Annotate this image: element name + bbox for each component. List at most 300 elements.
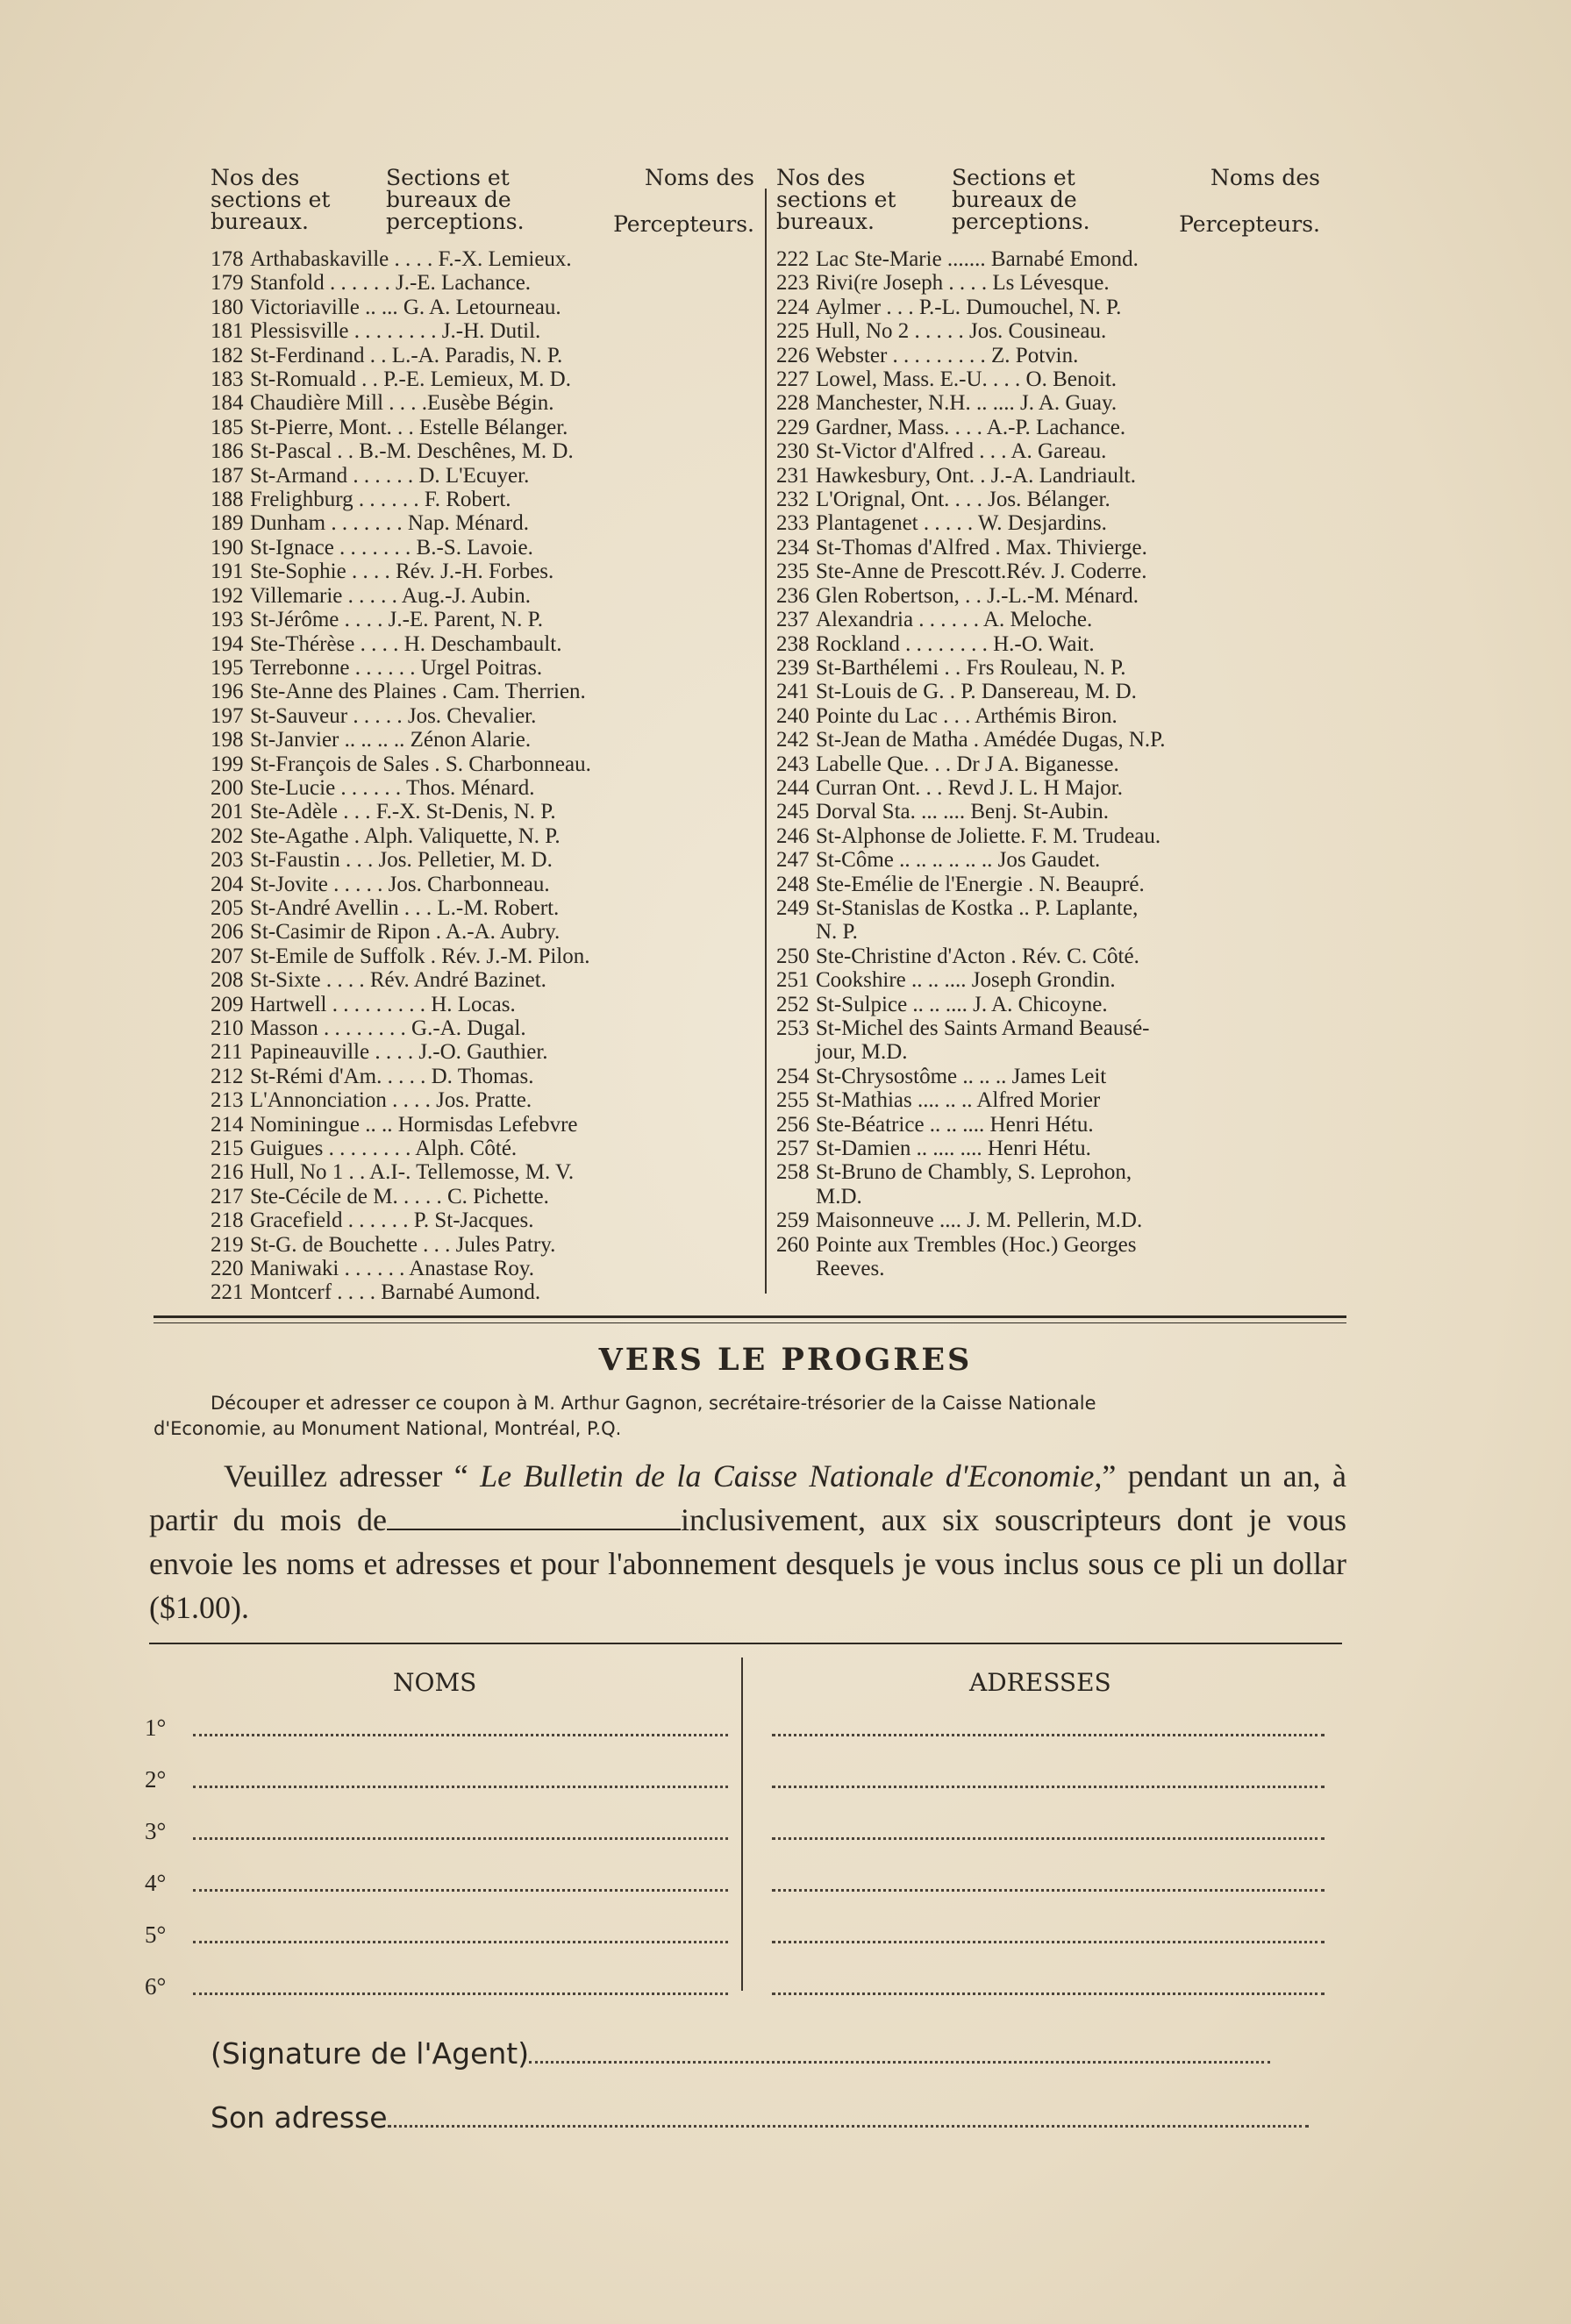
list-item: [776, 848, 1320, 872]
entry-number: 234: [776, 535, 810, 560]
entry-text: St-Jovite . . . . . Jos. Charbonneau.: [250, 872, 550, 896]
entry-number: 197: [211, 703, 244, 728]
entry-number: 231: [776, 463, 810, 488]
entry-text: Hawkesbury, Ont. . J.-A. Landriault.: [816, 463, 1136, 488]
entry-text: Ste-Agathe . Alph. Valiquette, N. P.: [250, 823, 561, 848]
entry-text: Nominingue .. .. Hormisdas Lefebvre: [250, 1112, 578, 1137]
entry-number: 246: [776, 823, 810, 848]
entry-text: St-Pierre, Mont. . . Estelle Bélanger.: [250, 415, 568, 439]
entry-number: 219: [211, 1232, 244, 1257]
left-entry-list: [211, 247, 754, 1305]
subscriber-row: [145, 1766, 1329, 1801]
entry-number: 247: [776, 848, 810, 873]
entry-number: 244: [776, 775, 810, 800]
entry-text: Glen Robertson, . . J.-L.-M. Ménard.: [816, 583, 1139, 608]
list-item: [211, 1065, 754, 1088]
entry-number: 260: [776, 1232, 810, 1257]
list-item: [211, 511, 754, 535]
header-percepteurs-label: Percepteurs.: [613, 211, 754, 237]
header-sections: Nos des sections et bureaux.: [776, 165, 896, 234]
entry-text: St-Pascal . . B.-M. Deschênes, M. D.: [250, 439, 574, 464]
list-item: [211, 776, 754, 800]
row-ordinal: 2°: [145, 1766, 167, 1793]
list-item: [776, 873, 1320, 896]
entry-text: Reeves.: [816, 1257, 885, 1281]
list-item: [211, 608, 754, 631]
list-item: [211, 319, 754, 343]
list-item: [211, 536, 754, 560]
list-item: [211, 800, 754, 823]
header-bureaux: Sections et bureaux de perceptions.: [386, 165, 525, 234]
entry-number: 233: [776, 511, 810, 536]
entry-text: M.D.: [816, 1184, 862, 1208]
entry-text: Ste-Cécile de M. . . . . C. Pichette.: [250, 1184, 549, 1208]
list-item: [776, 296, 1320, 319]
entry-number: 205: [211, 895, 244, 920]
list-item: [776, 896, 1320, 920]
entry-text: Dunham . . . . . . . Nap. Ménard.: [250, 511, 529, 536]
entry-text: Lowel, Mass. E.-U. . . . O. Benoit.: [816, 367, 1118, 392]
entry-number: 193: [211, 608, 244, 632]
list-item: [211, 1137, 754, 1160]
list-item: [211, 920, 754, 944]
list-item: [776, 560, 1320, 583]
coupon-title: VERS LE PROGRES: [598, 1342, 973, 1378]
entry-text: St-Victor d'Alfred . . . A. Gareau.: [816, 439, 1107, 464]
entry-text: Dorval Sta. ... .... Benj. St-Aubin.: [816, 800, 1110, 824]
list-item: [211, 344, 754, 367]
list-item: [211, 632, 754, 656]
list-item: [776, 367, 1320, 391]
list-item: [776, 680, 1320, 703]
entry-text: Chaudière Mill . . . .Eusèbe Bégin.: [250, 391, 554, 416]
entry-text: Pointe aux Trembles (Hoc.) Georges: [816, 1232, 1137, 1257]
bulletin-title: Le Bulletin de la Caisse Nationale d'Economie,: [480, 1458, 1103, 1493]
noms-header: NOMS: [393, 1668, 477, 1697]
entry-text: Lac Ste-Marie ....... Barnabé Emond.: [816, 247, 1139, 271]
entry-text: Labelle Que. . . Dr J A. Biganesse.: [816, 752, 1119, 776]
entry-text: Plessisville . . . . . . . . J.-H. Dutil.: [250, 319, 541, 344]
list-item: [776, 416, 1320, 439]
entry-text: St-Barthélemi . . Frs Rouleau, N. P.: [816, 655, 1126, 680]
entry-text: St-Damien .. .... .... Henri Hétu.: [816, 1137, 1091, 1161]
list-item: [211, 1233, 754, 1257]
entry-number: 228: [776, 391, 810, 416]
entry-number: 251: [776, 968, 810, 993]
list-item: [776, 608, 1320, 631]
right-column: [776, 167, 1320, 1280]
subscriber-row: [145, 1870, 1329, 1905]
entry-number: 183: [211, 367, 244, 392]
entry-number: 224: [776, 295, 810, 319]
entry-text: St-Michel des Saints Armand Beausé-: [816, 1016, 1150, 1040]
entry-number: 179: [211, 271, 244, 296]
entry-number: 192: [211, 583, 244, 608]
entry-text: Arthabaskaville . . . . F.-X. Lemieux.: [250, 247, 572, 271]
entry-text: St-Stanislas de Kostka .. P. Laplante,: [816, 895, 1139, 920]
entry-number: 253: [776, 1016, 810, 1040]
list-item: [211, 848, 754, 872]
text-part: ” pendant un an, à partir du mois de: [149, 1458, 1346, 1537]
entry-number: 213: [211, 1088, 244, 1113]
entry-number: 204: [211, 872, 244, 896]
entry-text: Cookshire .. .. .... Joseph Grondin.: [816, 968, 1116, 993]
subscriber-row: [145, 1973, 1329, 2008]
divider-rule: [149, 1643, 1342, 1644]
entry-number: 241: [776, 680, 810, 704]
name-field[interactable]: [193, 1734, 728, 1736]
entry-text: Curran Ont. . . Revd J. L. H Major.: [816, 775, 1123, 800]
header-percepteurs: [579, 167, 754, 247]
list-item: [776, 344, 1320, 367]
entry-text: Manchester, N.H. .. .... J. A. Guay.: [816, 391, 1118, 416]
adresses-header: ADRESSES: [969, 1668, 1111, 1697]
entry-text: St-Thomas d'Alfred . Max. Thivierge.: [816, 535, 1147, 560]
entry-text: Webster . . . . . . . . . Z. Potvin.: [816, 343, 1079, 367]
entry-text: St-Romuald . . P.-E. Lemieux, M. D.: [250, 367, 571, 392]
subscriber-row: [145, 1921, 1329, 1957]
entry-number: 212: [211, 1064, 244, 1088]
list-item: [211, 824, 754, 848]
header-bureaux: Sections et bureaux de perceptions.: [952, 165, 1090, 234]
entry-text: St-Janvier .. .. .. .. Zénon Alarie.: [250, 728, 532, 752]
list-item: [211, 367, 754, 391]
entry-number: 199: [211, 752, 244, 776]
entry-number: [776, 1257, 816, 1280]
divider-rule: [154, 1315, 1346, 1318]
entry-text: St-André Avellin . . . L.-M. Robert.: [250, 895, 560, 920]
entry-number: 207: [211, 944, 244, 968]
address-field[interactable]: [772, 1993, 1325, 1995]
entry-number: 196: [211, 680, 244, 704]
address-field[interactable]: [772, 1734, 1325, 1736]
list-item: [211, 560, 754, 583]
entry-number: 237: [776, 608, 810, 632]
header-sections: Nos des sections et bureaux.: [211, 165, 331, 234]
entry-text: Villemarie . . . . . Aug.-J. Aubin.: [250, 583, 531, 608]
list-item: [211, 873, 754, 896]
entry-number: 257: [776, 1137, 810, 1161]
entry-text: Ste-Lucie . . . . . . Thos. Ménard.: [250, 775, 535, 800]
address-field[interactable]: [772, 1786, 1325, 1788]
entry-number: 178: [211, 247, 244, 271]
entry-number: 217: [211, 1184, 244, 1208]
list-item: [211, 1113, 754, 1137]
entry-text: St-François de Sales . S. Charbonneau.: [250, 752, 591, 776]
list-item: [211, 752, 754, 776]
header-percepteurs: [1145, 167, 1320, 247]
entry-number: 206: [211, 920, 244, 945]
list-item: [211, 488, 754, 511]
entry-number: 184: [211, 391, 244, 416]
entry-text: Ste-Béatrice .. .. .... Henri Hétu.: [816, 1112, 1094, 1137]
list-item: [776, 1257, 1320, 1280]
entry-number: 221: [211, 1280, 244, 1305]
entry-text: St-Louis de G. . P. Dansereau, M. D.: [816, 680, 1137, 704]
entry-text: Hull, No 1 . . A.I-. Tellemosse, M. V.: [250, 1160, 575, 1185]
entry-text: St-Chrysostôme .. .. .. James Leit: [816, 1064, 1107, 1088]
entry-number: 195: [211, 655, 244, 680]
entry-number: 216: [211, 1160, 244, 1185]
entry-number: 186: [211, 439, 244, 464]
entry-text: L'Orignal, Ont. . . . Jos. Bélanger.: [816, 488, 1110, 512]
list-item: [211, 656, 754, 680]
entry-number: 256: [776, 1112, 810, 1137]
entry-number: 211: [211, 1040, 243, 1065]
entry-number: 208: [211, 968, 244, 993]
entry-number: 248: [776, 872, 810, 896]
entry-text: Hull, No 2 . . . . . Jos. Cousineau.: [816, 319, 1107, 344]
entry-text: St-Bruno de Chambly, S. Leprohon,: [816, 1160, 1132, 1185]
entry-text: Alexandria . . . . . . A. Meloche.: [816, 608, 1093, 632]
entry-text: Stanfold . . . . . . J.-E. Lachance.: [250, 271, 532, 296]
right-column-header: [776, 167, 1320, 247]
entry-text: Plantagenet . . . . . W. Desjardins.: [816, 511, 1107, 536]
list-item: [211, 680, 754, 703]
name-field[interactable]: [193, 1786, 728, 1788]
instruction-line: d'Economie, au Monument National, Montréal, P.Q.: [154, 1418, 622, 1439]
list-item: [211, 439, 754, 463]
entry-number: 258: [776, 1160, 810, 1185]
month-field[interactable]: [387, 1504, 681, 1530]
divider-rule: [154, 1322, 1346, 1323]
entry-text: St-Sauveur . . . . . Jos. Chevalier.: [250, 703, 537, 728]
list-item: [211, 1160, 754, 1184]
list-item: [211, 1257, 754, 1280]
entry-text: St-G. de Bouchette . . . Jules Patry.: [250, 1232, 556, 1257]
list-item: [211, 1088, 754, 1112]
entry-text: Rivi(re Joseph . . . . Ls Lévesque.: [816, 271, 1110, 296]
entry-number: 201: [211, 800, 244, 824]
entry-number: 227: [776, 367, 810, 392]
entry-text: L'Annonciation . . . . Jos. Pratte.: [250, 1088, 532, 1113]
entry-number: 259: [776, 1208, 810, 1233]
header-noms-des: Noms des: [1210, 165, 1320, 190]
list-item: [776, 536, 1320, 560]
entry-text: Masson . . . . . . . . G.-A. Dugal.: [250, 1016, 526, 1040]
entry-number: 187: [211, 463, 244, 488]
signature-field[interactable]: [529, 2042, 1270, 2064]
right-entry-list: [776, 247, 1320, 1280]
entry-text: Gracefield . . . . . . P. St-Jacques.: [250, 1208, 534, 1233]
entry-number: 242: [776, 728, 810, 752]
entry-number: 254: [776, 1064, 810, 1088]
entry-number: 180: [211, 295, 244, 319]
list-item: [211, 1280, 754, 1304]
list-item: [211, 1040, 754, 1064]
entry-number: 252: [776, 992, 810, 1016]
entry-number: 229: [776, 415, 810, 439]
list-item: [776, 439, 1320, 463]
list-item: [776, 1065, 1320, 1088]
list-item: [776, 704, 1320, 728]
entry-number: 190: [211, 535, 244, 560]
entry-number: 225: [776, 319, 810, 344]
list-item: [211, 391, 754, 415]
entry-text: St-Alphonse de Joliette. F. M. Trudeau.: [816, 823, 1161, 848]
entry-number: 185: [211, 415, 244, 439]
list-item: [776, 824, 1320, 848]
entry-text: Aylmer . . . P.-L. Dumouchel, N. P.: [816, 295, 1122, 319]
entry-number: 223: [776, 271, 810, 296]
list-item: [776, 391, 1320, 415]
entry-text: N. P.: [816, 920, 858, 945]
entry-number: 218: [211, 1208, 244, 1233]
left-column: [211, 167, 754, 1305]
list-item: [211, 464, 754, 488]
signature-line: [211, 2036, 1270, 2071]
entry-text: Papineauville . . . . J.-O. Gauthier.: [250, 1040, 548, 1065]
list-item: [211, 1185, 754, 1208]
entry-number: 194: [211, 631, 244, 656]
list-item: [776, 271, 1320, 295]
entry-text: St-Sulpice .. .. .... J. A. Chicoyne.: [816, 992, 1108, 1016]
list-item: [776, 752, 1320, 776]
list-item: [776, 1088, 1320, 1112]
coupon-instructions: [154, 1391, 1346, 1442]
entry-text: St-Emile de Suffolk . Rév. J.-M. Pilon.: [250, 944, 590, 968]
list-item: [776, 1185, 1320, 1208]
entry-text: Ste-Anne de Prescott.Rév. J. Coderre.: [816, 560, 1147, 584]
list-item: [211, 247, 754, 271]
entry-text: Hartwell . . . . . . . . . H. Locas.: [250, 992, 516, 1016]
entry-text: Ste-Sophie . . . . Rév. J.-H. Forbes.: [250, 560, 554, 584]
entry-text: St-Ferdinand . . L.-A. Paradis, N. P.: [250, 343, 563, 367]
list-item: [776, 945, 1320, 968]
list-item: [776, 1137, 1320, 1160]
list-item: [211, 1208, 754, 1232]
entry-text: St-Casimir de Ripon . A.-A. Aubry.: [250, 920, 561, 945]
entry-text: Maniwaki . . . . . . Anastase Roy.: [250, 1257, 535, 1281]
address-field[interactable]: [772, 1837, 1325, 1840]
name-field[interactable]: [193, 1941, 728, 1943]
subscriber-row: [145, 1818, 1329, 1853]
entry-number: 189: [211, 511, 244, 536]
header-percepteurs-label: Percepteurs.: [1179, 211, 1320, 237]
entry-text: Frelighburg . . . . . . F. Robert.: [250, 488, 511, 512]
entry-number: 245: [776, 800, 810, 824]
address-field[interactable]: [772, 1889, 1325, 1892]
list-item: [211, 968, 754, 992]
entry-number: 182: [211, 343, 244, 367]
row-ordinal: 6°: [145, 1973, 167, 2000]
list-item: [211, 1016, 754, 1040]
entry-number: 235: [776, 560, 810, 584]
subscriber-row: [145, 1714, 1329, 1750]
entry-number: 215: [211, 1137, 244, 1161]
entry-number: 214: [211, 1112, 244, 1137]
list-item: [211, 896, 754, 920]
entry-text: Ste-Emélie de l'Energie . N. Beaupré.: [816, 872, 1145, 896]
entry-number: [776, 1185, 816, 1208]
entry-text: St-Rémi d'Am. . . . . D. Thomas.: [250, 1064, 534, 1088]
entry-number: 203: [211, 848, 244, 873]
entry-text: St-Jérôme . . . . J.-E. Parent, N. P.: [250, 608, 543, 632]
entry-text: Maisonneuve .... J. M. Pellerin, M.D.: [816, 1208, 1143, 1233]
list-item: [776, 319, 1320, 343]
entry-number: 181: [211, 319, 244, 344]
entry-text: St-Jean de Matha . Amédée Dugas, N.P.: [816, 728, 1166, 752]
name-field[interactable]: [193, 1889, 728, 1892]
entry-text: Pointe du Lac . . . Arthémis Biron.: [816, 703, 1118, 728]
entry-text: jour, M.D.: [816, 1040, 908, 1065]
name-field[interactable]: [193, 1993, 728, 1995]
list-item: [776, 776, 1320, 800]
entry-text: Guigues . . . . . . . . Alph. Côté.: [250, 1137, 518, 1161]
list-item: [776, 511, 1320, 535]
entry-text: Ste-Christine d'Acton . Rév. C. Côté.: [816, 944, 1139, 968]
entry-number: 200: [211, 775, 244, 800]
name-field[interactable]: [193, 1837, 728, 1840]
entry-number: 220: [211, 1257, 244, 1281]
subscription-text: [149, 1454, 1346, 1629]
list-item: [776, 247, 1320, 271]
entry-number: 250: [776, 944, 810, 968]
entry-number: 230: [776, 439, 810, 464]
entry-text: Rockland . . . . . . . . H.-O. Wait.: [816, 631, 1095, 656]
entry-text: St-Mathias .... .. .. Alfred Morier: [816, 1088, 1101, 1113]
entry-number: 188: [211, 488, 244, 512]
list-item: [211, 728, 754, 752]
entry-number: 202: [211, 823, 244, 848]
address-field[interactable]: [388, 2106, 1309, 2128]
list-item: [211, 704, 754, 728]
list-item: [776, 920, 1320, 944]
entry-number: [776, 1040, 816, 1064]
entry-number: 209: [211, 992, 244, 1016]
list-item: [776, 1233, 1320, 1257]
entry-text: St-Côme .. .. .. .. .. .. Jos Gaudet.: [816, 848, 1101, 873]
text-part: inclusivement, aux six souscripteurs dont je vous envoie les noms et adresses et pour l'abonnement desquels je vous inclus sous ce pli un dollar ($1.00).: [149, 1502, 1346, 1625]
entry-text: Terrebonne . . . . . . Urgel Poitras.: [250, 655, 543, 680]
entry-text: Ste-Anne des Plaines . Cam. Therrien.: [250, 680, 586, 704]
list-item: [211, 271, 754, 295]
entry-number: 232: [776, 488, 810, 512]
list-item: [776, 728, 1320, 752]
entry-number: [776, 920, 816, 944]
list-item: [776, 1040, 1320, 1064]
list-item: [776, 488, 1320, 511]
entry-number: 226: [776, 343, 810, 367]
left-column-header: [211, 167, 754, 247]
entry-text: Ste-Thérèse . . . . H. Deschambault.: [250, 631, 562, 656]
entry-text: St-Armand . . . . . . D. L'Ecuyer.: [250, 463, 530, 488]
entry-number: 239: [776, 655, 810, 680]
entry-text: Victoriaville .. ... G. A. Letourneau.: [250, 295, 561, 319]
list-item: [776, 1208, 1320, 1232]
list-item: [776, 464, 1320, 488]
entry-number: 240: [776, 703, 810, 728]
entry-text: St-Sixte . . . . Rév. André Bazinet.: [250, 968, 546, 993]
signature-label: (Signature de l'Agent): [211, 2036, 530, 2071]
row-ordinal: 1°: [145, 1714, 167, 1741]
list-item: [776, 1160, 1320, 1184]
header-noms-des: Noms des: [644, 165, 754, 190]
list-item: [776, 584, 1320, 608]
entry-text: Ste-Adèle . . . F.-X. St-Denis, N. P.: [250, 800, 556, 824]
column-divider: [765, 189, 767, 1294]
entry-number: 198: [211, 728, 244, 752]
list-item: [211, 993, 754, 1016]
address-label: Son adresse: [211, 2100, 388, 2135]
list-item: [211, 416, 754, 439]
entry-number: 222: [776, 247, 810, 271]
address-field[interactable]: [772, 1941, 1325, 1943]
list-item: [211, 945, 754, 968]
list-item: [776, 1016, 1320, 1040]
entry-number: 236: [776, 583, 810, 608]
row-ordinal: 5°: [145, 1921, 167, 1948]
